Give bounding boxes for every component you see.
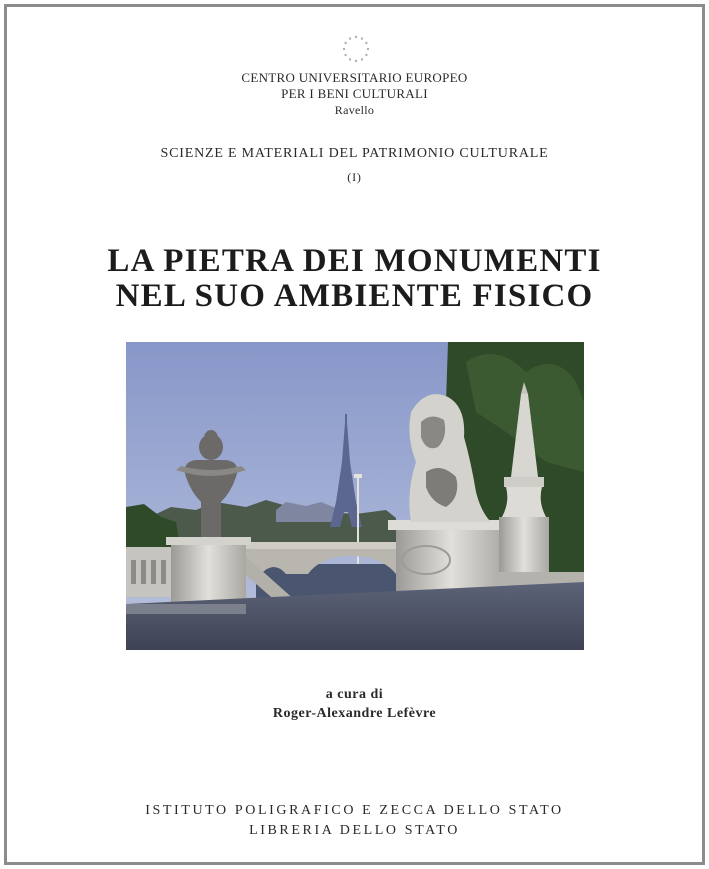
book-title-line-1: LA PIETRA DEI MONUMENTI [107,243,602,279]
publisher-line-1: ISTITUTO POLIGRAFICO E ZECCA DELLO STATO [145,803,564,818]
series-name: SCIENZE E MATERIALI DEL PATRIMONIO CULTURALE [160,146,549,161]
editor-prefix: a cura di [325,687,384,702]
series-number: (I) [347,170,362,184]
institution-line-2: PER I BENI CULTURALI [281,86,428,101]
star-circle-emblem-icon [341,34,371,64]
paris-bridge-illustration [126,342,584,650]
institution-city: Ravello [334,103,375,117]
institution-line-1: CENTRO UNIVERSITARIO EUROPEO [241,70,468,85]
publisher-line-2: LIBRERIA DELLO STATO [249,823,460,838]
editor-name: Roger-Alexandre Lefèvre [272,706,437,721]
book-cover [4,4,705,865]
book-title-line-2: NEL SUO AMBIENTE FISICO [115,278,594,314]
cover-photograph [126,342,584,650]
